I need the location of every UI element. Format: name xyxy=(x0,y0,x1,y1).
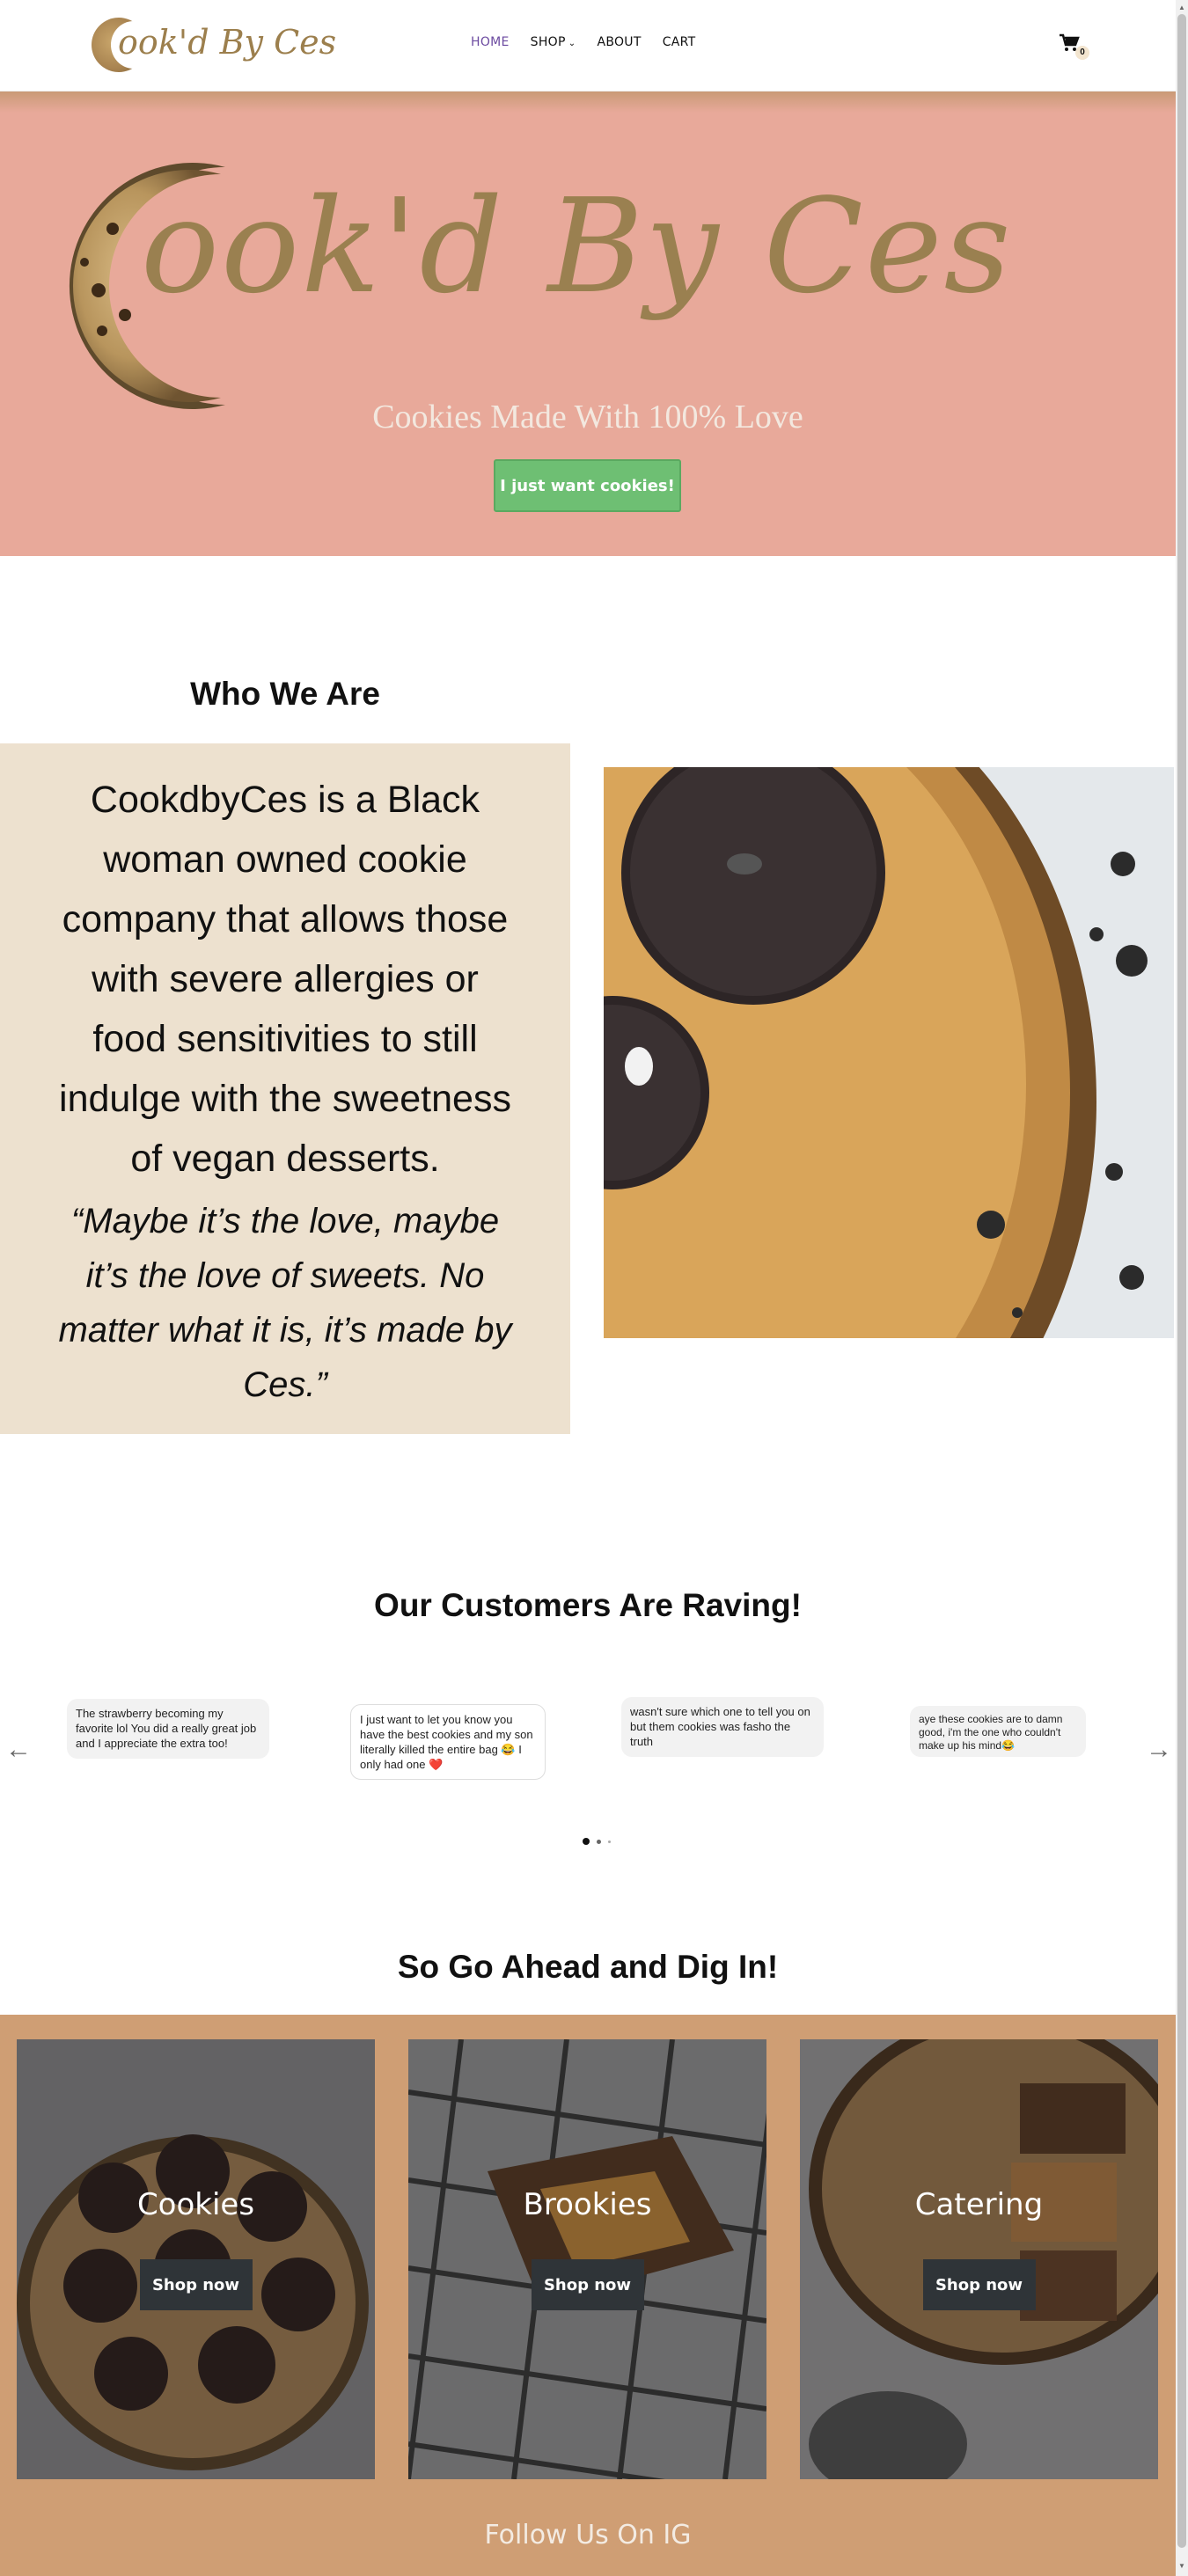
review-card: aye these cookies are to damn good, i'm the one who couldn't make up his mind😂 xyxy=(910,1706,1086,1757)
category-card-brookies[interactable] xyxy=(408,2039,766,2479)
shop-cookies-button[interactable]: I just want cookies! xyxy=(494,459,681,512)
carousel-dot[interactable] xyxy=(608,1841,611,1843)
shop-now-button[interactable]: Shop now xyxy=(140,2259,253,2310)
who-we-are-heading: Who We Are xyxy=(190,676,380,712)
site-header xyxy=(0,0,1176,91)
carousel-prev-arrow-icon[interactable]: ← xyxy=(5,1735,32,1764)
scroll-down-icon[interactable]: ▼ xyxy=(1178,2562,1185,2570)
main-nav xyxy=(471,35,696,49)
about-text-box xyxy=(0,743,570,1434)
category-title: Cookies xyxy=(136,2187,255,2222)
shop-now-button[interactable]: Shop now xyxy=(923,2259,1036,2310)
nav-shop[interactable]: SHOP ⌄ xyxy=(530,35,576,49)
reviews-heading: Our Customers Are Raving! xyxy=(374,1587,802,1623)
category-title: Brookies xyxy=(523,2187,652,2222)
review-card: wasn't sure which one to tell you on but them cookies was fasho the truth xyxy=(621,1697,824,1757)
carousel-dot[interactable] xyxy=(583,1838,590,1845)
hero-subtitle: Cookies Made With 100% Love xyxy=(372,399,803,435)
hero-banner xyxy=(0,91,1176,556)
carousel-next-arrow-icon[interactable]: → xyxy=(1146,1735,1172,1764)
category-card-catering[interactable] xyxy=(800,2039,1158,2479)
nav-home[interactable]: HOME xyxy=(471,35,510,49)
hero-logo-text: ook'd By Ces xyxy=(141,171,1013,322)
review-card: I just want to let you know you have the best cookies and my son literally killed the entire bag 😂 I only had one ❤️ xyxy=(350,1704,546,1780)
logo-text: ook'd By Ces xyxy=(118,23,337,62)
shop-now-button[interactable]: Shop now xyxy=(532,2259,644,2310)
cookies-on-board-image xyxy=(604,767,1174,1338)
about-description: CookdbyCes is a Black woman owned cookie company that allows those with severe allergies or food sensitivities to still indulge with the sweetness of vegan desserts. xyxy=(59,779,511,1180)
cart-count-badge: 0 xyxy=(1075,46,1089,60)
nav-cart[interactable]: CART xyxy=(662,35,696,49)
category-card-cookies[interactable] xyxy=(17,2039,375,2479)
category-title: Catering xyxy=(914,2187,1044,2222)
nav-about[interactable]: ABOUT xyxy=(597,35,642,49)
about-quote: “Maybe it’s the love, maybe it’s the love of sweets. No matter what it is, it’s made by Ces.” xyxy=(58,1202,512,1404)
scroll-up-icon[interactable]: ▲ xyxy=(1178,4,1185,11)
review-card: The strawberry becoming my favorite lol You did a really great job and I appreciate the extra too! xyxy=(67,1699,269,1759)
scrollbar-thumb[interactable] xyxy=(1177,14,1186,2548)
carousel-dots xyxy=(583,1838,611,1845)
carousel-dot[interactable] xyxy=(597,1840,601,1844)
dig-in-heading: So Go Ahead and Dig In! xyxy=(397,1949,779,1985)
site-logo[interactable] xyxy=(92,16,337,76)
follow-ig-heading: Follow Us On IG xyxy=(484,2520,692,2550)
chevron-down-icon: ⌄ xyxy=(568,39,576,48)
